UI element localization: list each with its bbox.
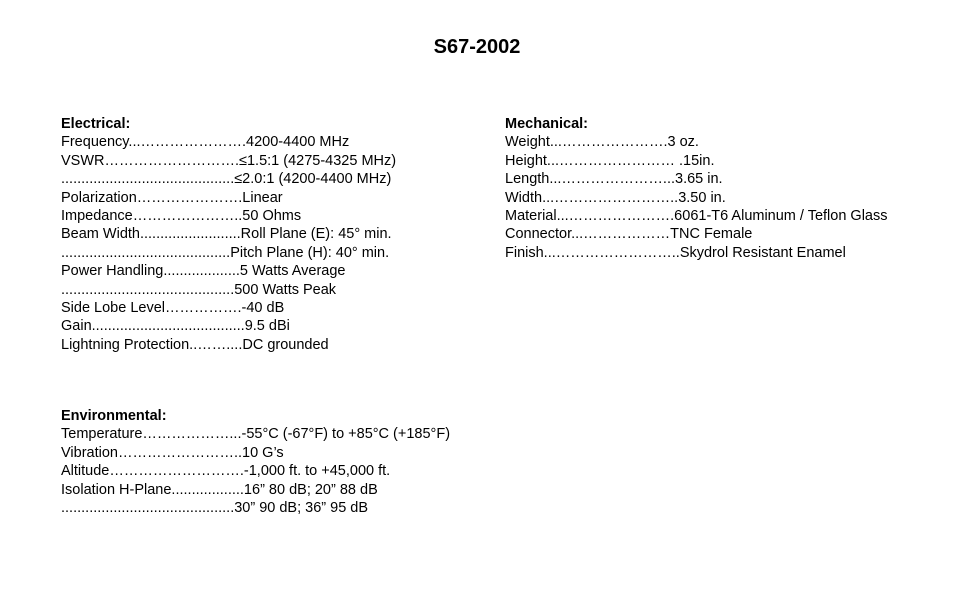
mechanical-heading: Mechanical: [505,116,588,132]
spec-row-weight: Weight...………………….3 oz. [505,134,699,151]
spec-row-altitude: Altitude……………………….-1,000 ft. to +45,000 ft. [61,463,391,480]
spec-row-width: Width...……………………..3.50 in. [505,189,726,206]
spec-row-isolation-h-plane-continued: ...........................................30” 90 dB; 36” 95 dB [61,500,369,517]
spec-row-polarization: Polarization………………….Linear [61,189,283,206]
spec-row-length: Length...…………………...3.65 in. [505,171,723,188]
spec-row-height: Height...…………………… .15in. [505,152,715,169]
spec-row-finish: Finish...……………………..Skydrol Resistant Enamel [505,244,846,261]
spec-row-material: Material...………………….6061-T6 Aluminum / Teflon Glass [505,208,888,225]
electrical-section [61,115,396,354]
mechanical-section [505,115,888,262]
spec-row-beam-width: Beam Width.........................Roll Plane (E): 45° min. [61,226,392,243]
environmental-heading: Environmental: [61,408,167,424]
spec-row-lightning-protection: Lightning Protection..……....DC grounded [61,336,329,353]
spec-row-frequency: Frequency...………………….4200-4400 MHz [61,134,350,151]
spec-row-beam-width-continued: ..........................................Pitch Plane (H): 40° min. [61,244,390,261]
spec-row-temperature: Temperature………………...-55°C (-67°F) to +85°C (+185°F) [61,426,451,443]
spec-row-vswr: VSWR……………………….≤1.5:1 (4275-4325 MHz) [61,152,397,169]
spec-row-vibration: Vibration……………………..10 G’s [61,444,284,461]
spec-row-gain: Gain......................................9.5 dBi [61,318,290,335]
spec-row-connector: Connector...………………TNC Female [505,226,753,243]
environmental-section [61,407,450,517]
spec-row-power-handling: Power Handling...................5 Watts Average [61,263,346,280]
spec-row-side-lobe-level: Side Lobe Level…………….-40 dB [61,300,285,317]
spec-row-vswr-continued: ...........................................≤2.0:1 (4200-4400 MHz) [61,171,392,188]
spec-row-power-handling-continued: ...........................................500 Watts Peak [61,281,337,298]
electrical-heading: Electrical: [61,116,131,132]
spec-row-isolation-h-plane: Isolation H-Plane..................16” 80 dB; 20” 88 dB [61,481,378,498]
page-title: S67-2002 [433,36,521,58]
spec-row-impedance: Impedance…………………..50 Ohms [61,208,302,225]
